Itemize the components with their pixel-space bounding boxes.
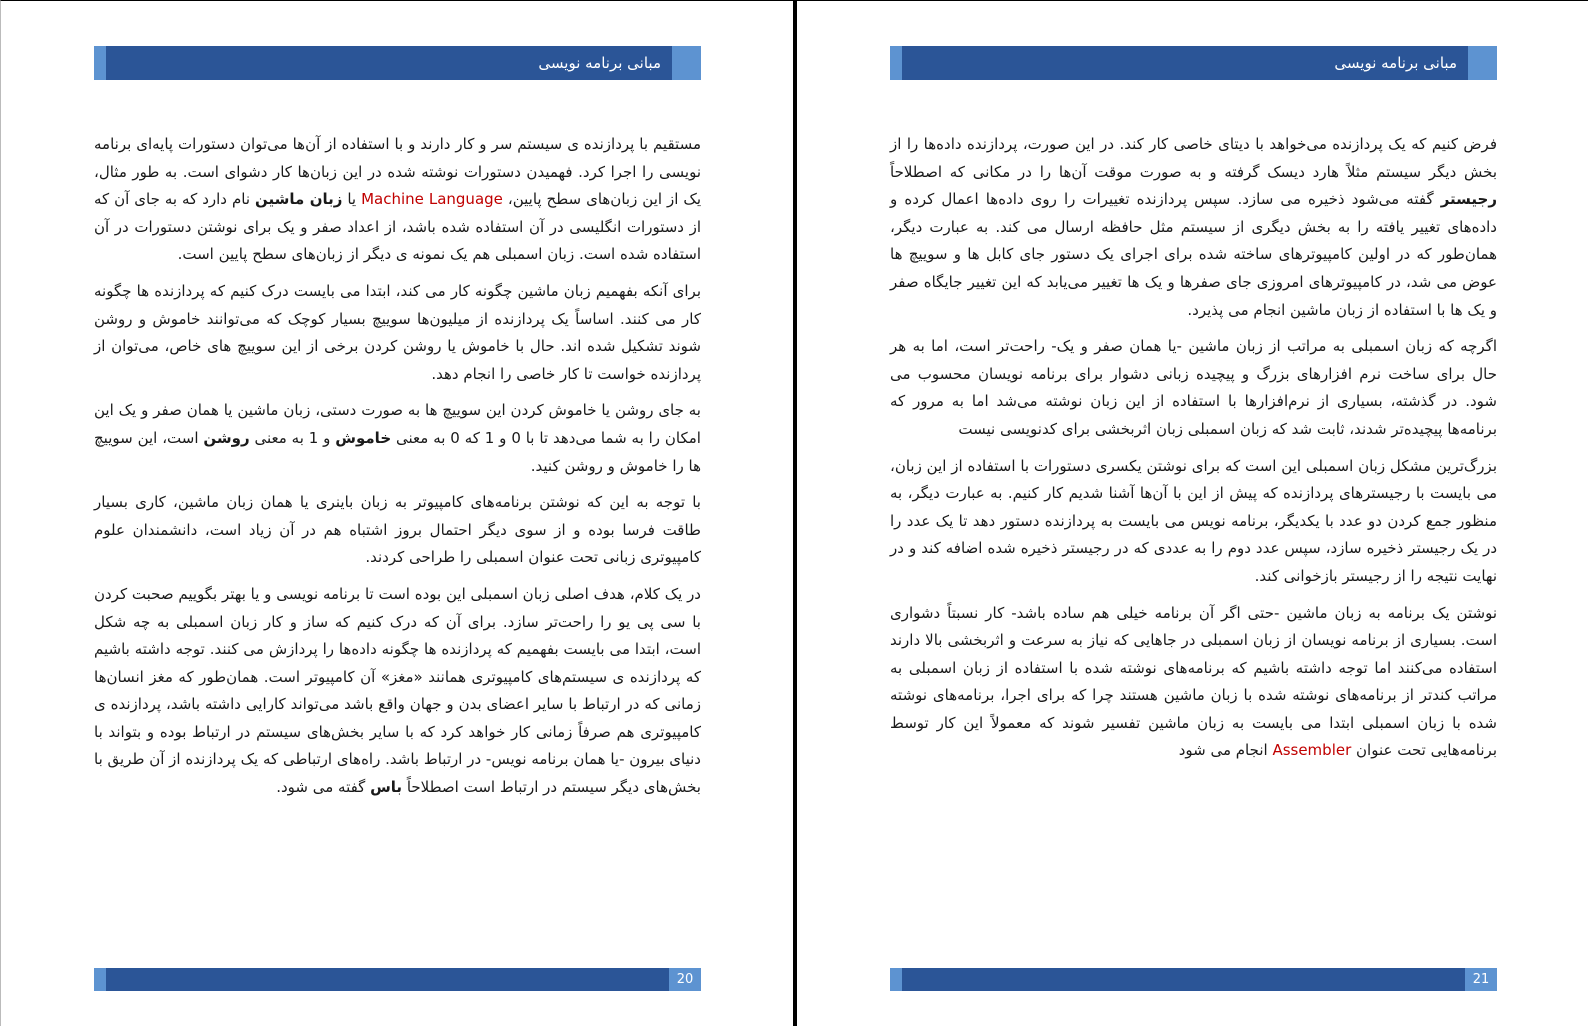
- header-bar-accent-left: [94, 46, 106, 80]
- paragraph: برای آنکه بفهمیم زبان ماشین چگونه کار می کند، ابتدا می بایست درک کنیم که پردازنده ها چگونه کار می کنند. اساساً یک پردازنده از میلیون‌ها سوییچ بسیار کوچک که می‌توانند خاموش و روشن شوند تشکیل شده اند. حال با خاموش یا روشن کردن برخی از این سوییچ های خاص، می‌توان از پردازنده خواست تا کار خاصی را انجام دهد.: [94, 281, 701, 383]
- paragraph: به جای روشن یا خاموش کردن این سوییچ ها به صورت دستی، زبان ماشین یا همان صفر و یک این امکان را به شما می‌دهد تا با 0 و 1 که 0 به معنی خاموش و 1 به معنی روشن است، این سوییچ ها را خاموش و روشن کنید.: [94, 401, 701, 475]
- header-bar-accent-right: [672, 46, 701, 80]
- term-assembler: Assembler: [1272, 741, 1352, 760]
- page-body: [94, 131, 701, 811]
- footer-bar: [890, 968, 1497, 991]
- page-body: [890, 131, 1497, 774]
- term-machine-language: Machine Language: [361, 190, 503, 209]
- header-title: مبانی برنامه نویسی: [538, 54, 661, 72]
- paragraph: فرض کنیم که یک پردازنده می‌خواهد با دیتای خاصی کار کند. در این صورت، پردازنده داده‌ها را از بخش دیگر سیستم مثلاً هارد دیسک گرفته و به صورت موقت آن‌ها را در مکانی که اصطلاحاً رجیستر گفته می‌شود ذخیره می سازد. سپس پردازنده تغییرات را روی داده‌ها اعمال کرده و داده‌های تغییر یافته را به بخش دیگری از سیستم مثل حافظه ارسال می کند. به عبارت دیگر، همان‌طور که در اولین کامپیوترهای ساخته شده برای اجرای یک دستور جای کابل ها و سوییچ ها عوض می شد، در کامپیوترهای امروزی جای صفرها و یک ها تغییر می‌یابد که این تغییر جایگاه صفر و یک ها با استفاده از زبان ماشین انجام می پذیرد.: [890, 135, 1497, 319]
- header-bar-accent-right: [1468, 46, 1497, 80]
- header-title: مبانی برنامه نویسی: [1334, 54, 1457, 72]
- paragraph: اگرچه که زبان اسمبلی به مراتب از زبان ماشین -یا همان صفر و یک- راحت‌تر است، اما به هر حال برای ساخت نرم افزارهای بزرگ و پیچیده زبانی دشوار برای برنامه نویسان محسوب می شود. در گذشته، بسیاری از نرم‌افزارها با استفاده از این زبان نوشته می‌شد اما به مرور که برنامه‌ها پیچیده‌تر شدند، ثابت شد که زبان اسمبلی زبان اثربخشی برای کدنویسی نیست: [890, 337, 1497, 438]
- header-bar-accent-left: [890, 46, 902, 80]
- page-number: 20: [669, 968, 701, 991]
- bold-term: خاموش: [335, 428, 392, 447]
- page-number: 21: [1465, 968, 1497, 991]
- bold-term: روشن: [203, 428, 250, 447]
- footer-bar: [94, 968, 701, 991]
- left-page: [0, 0, 793, 1026]
- header-bar: [890, 46, 1497, 80]
- paragraph: مستقیم با پردازنده ی سیستم سر و کار دارند و با استفاده از آن‌ها می‌توان دستورات پایه‌ای برنامه نویسی را اجرا کرد. فهمیدن دستورات نوشته شده در این زبان‌ها کار دشوای است. به طور مثال، یک از این زبان‌های سطح پایین، Machine Language یا زبان ماشین نام دارد که به جای آن که از دستورات انگلیسی در آن استفاده شده باشد، از اعداد صفر و یک برای نوشتن دستورات در آن استفاده شده است. زبان اسمبلی هم یک نمونه ی دیگر از زبان‌های سطح پایین است.: [94, 135, 701, 264]
- footer-bar-accent-left: [890, 968, 902, 991]
- paragraph: بزرگ‌ترین مشکل زبان اسمبلی این است که برای نوشتن یکسری دستورات با استفاده از این زبان، می بایست با رجیسترهای پردازنده که پیش از این با آن‌ها آشنا شدیم کار کنیم. به عبارت دیگر، به منظور جمع کردن دو عدد با یکدیگر، برنامه نویس می بایست به پردازنده دستور دهد تا یک عدد را در یک رجیستر ذخیره سازد، سپس عدد دوم را به عددی که در رجیستر ذخیره شده اضافه کند و در نهایت نتیجه را از رجیستر بازخوانی کند.: [890, 456, 1497, 585]
- paragraph: با توجه به این که نوشتن برنامه‌های کامپیوتر به زبان باینری یا همان زبان ماشین، کاری بسیار طاقت فرسا بوده و از سوی دیگر احتمال بروز اشتباه هم در آن زیاد است، دانشمندان علوم کامپیوتری زبانی تحت عنوان اسمبلی را طراحی کردند.: [94, 493, 701, 567]
- paragraph: در یک کلام، هدف اصلی زبان اسمبلی این بوده است تا برنامه نویسی و یا بهتر بگوییم صحبت کردن با سی پی یو را راحت‌تر سازد. برای آن که درک کنیم که ساز و کار زبان اسمبلی به چه شکل است، ابتدا می بایست بفهمیم که پردازنده ها چگونه داده‌ها را پردازش می کنند. توجه داشته باشیم که پردازنده ی سیستم‌های کامپیوتری همانند «مغز» آن کامپیوتر است. همان‌طور که مغز انسان‌ها زمانی که در ارتباط با سایر اعضای بدن و جهان واقع باشد می‌تواند کارایی داشته باشد، پردازنده ی کامپیوتری هم صرفاً زمانی کار خواهد کرد که با سایر بخش‌های سیستم در ارتباط بوده و بتواند با دنیای بیرون -یا همان برنامه نویس- در ارتباط باشد. راه‌های ارتباطی که یک پردازنده از آن طریق با بخش‌های دیگر سیستم در ارتباط است اصطلاحاً باس گفته می شود.: [94, 584, 701, 797]
- bold-term: باس: [370, 778, 403, 797]
- header-bar: [94, 46, 701, 80]
- footer-bar-accent-left: [94, 968, 106, 991]
- right-page: [797, 0, 1588, 1026]
- paragraph: نوشتن یک برنامه به زبان ماشین -حتی اگر آن برنامه خیلی هم ساده باشد- کار نسبتاً دشواری است. بسیاری از برنامه نویسان از زبان اسمبلی در جاهایی که نیاز به سرعت و اثربخشی بالا دارند استفاده می‌کنند اما توجه داشته باشیم که برنامه‌های نوشته شده با استفاده از زبان اسمبلی به مراتب کندتر از برنامه‌های نوشته شده با زبان ماشین هستند چرا که برای اجرا، برنامه‌های نوشته شده با زبان اسمبلی ابتدا می بایست به زبان ماشین تفسیر شوند که معمولاً این کار توسط برنامه‌هایی تحت عنوان Assembler انجام می شود: [890, 603, 1497, 760]
- bold-term: زبان ماشین: [254, 190, 343, 209]
- bold-term: رجیستر: [1440, 190, 1497, 209]
